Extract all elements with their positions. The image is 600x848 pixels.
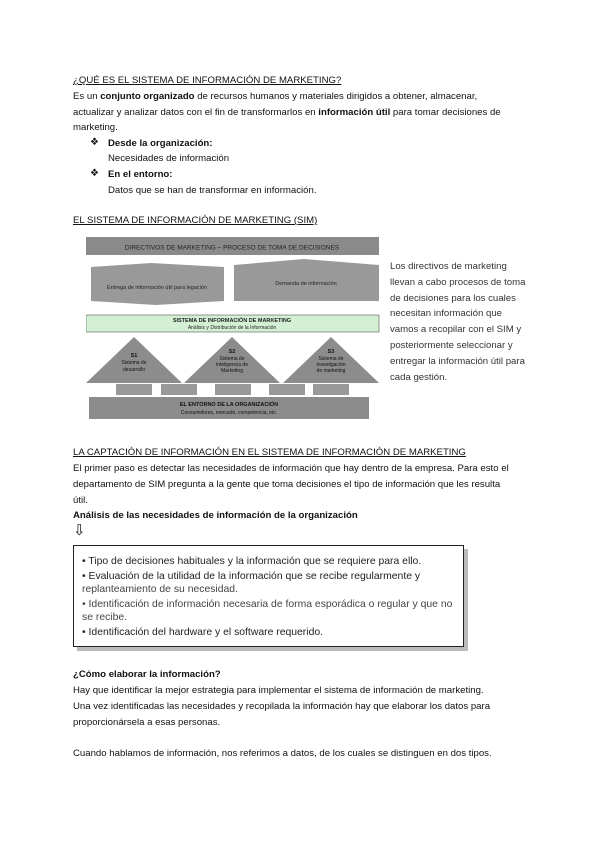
paragraph-line: proporcionársela a esas personas. <box>73 717 221 728</box>
box-line: • Tipo de decisiones habituales y la información que se requiere para ello. <box>82 556 422 567</box>
s2-line: Sistema de <box>219 356 245 362</box>
s1-line: Sistema de <box>121 360 147 366</box>
paragraph-line: Cuando hablamos de información, nos referimos a datos, de los cuales se distinguen en dos tipos. <box>73 748 492 759</box>
connector <box>116 384 152 395</box>
analysis-title: Análisis de las necesidades de información de la organización <box>73 510 358 521</box>
section-heading-sim: EL SISTEMA DE INFORMACIÓN DE MARKETING (SIM) <box>73 215 318 226</box>
left-arrow-shape <box>91 263 224 305</box>
connector <box>269 384 305 395</box>
text: actualizar y analizar datos con el fin de transformarlos en <box>73 107 319 118</box>
top-bar-label: DIRECTIVOS DE MARKETING – PROCESO DE TOMA DE DECISIONES <box>124 244 340 252</box>
connector <box>161 384 197 395</box>
paragraph-line: útil. <box>73 495 88 506</box>
s1-line: desarrollo <box>123 367 145 373</box>
down-arrow-icon: ⇩ <box>73 522 86 539</box>
sim-title: SISTEMA DE INFORMACIÓN DE MARKETING <box>172 318 292 324</box>
question-heading: ¿Cómo elaborar la información? <box>73 669 221 680</box>
box-line: se recibe. <box>82 612 128 623</box>
s3-line: Investigación <box>316 362 346 368</box>
diagram-description: Los directivos de marketing llevan a cabo procesos de toma de decisiones para los cuales necesitan información que vamos a recopilar con el SIM y posteriormente seleccionar y entregar la información útil para cada gestión. <box>390 261 526 383</box>
needs-analysis-box <box>73 545 464 647</box>
bullet-text: Datos que se han de transformar en información. <box>108 185 317 196</box>
paragraph-line <box>73 89 477 105</box>
connector <box>215 384 251 395</box>
section-heading-que-es-sim: ¿QUÉ ES EL SISTEMA DE INFORMACIÓN DE MARKETING? <box>73 75 342 86</box>
box-line: • Identificación del hardware y el software requerido. <box>82 627 324 638</box>
bullet-title: En el entorno: <box>108 169 173 180</box>
text: de recursos humanos y materiales dirigidos a obtener, almacenar, <box>194 91 478 102</box>
s1-label: S1 <box>130 353 138 359</box>
s2-label: S2 <box>228 349 236 355</box>
box-line: • Evaluación de la utilidad de la información que se recibe regularmente y <box>82 571 421 582</box>
paragraph-line: marketing. <box>73 122 118 133</box>
connector <box>313 384 349 395</box>
paragraph-line: Una vez identificadas las necesidades y recopilada la información hay que elaborar los datos para <box>73 701 491 712</box>
s3-line: de marketing <box>316 368 346 374</box>
right-arrow-shape <box>234 259 379 301</box>
s2-line: inteligencia de <box>216 362 248 368</box>
text: Es un <box>73 91 101 102</box>
box-line: replanteamiento de su necesidad. <box>82 584 238 595</box>
left-arrow-label: Entrega de información útil para legación <box>107 285 207 291</box>
bullet-text: Necesidades de información <box>108 153 230 164</box>
diamond-bullet-icon: ❖ <box>90 137 99 148</box>
paragraph-line: El primer paso es detectar las necesidades de información que hay dentro de la empresa. Para esto el <box>73 463 509 474</box>
environment-subtitle: Consumidores, mercado, competencia, etc. <box>180 410 278 416</box>
box-line: • Identificación de información necesaria de forma esporádica o regular y que no <box>82 599 453 610</box>
bold-text: información útil <box>318 107 391 118</box>
bold-text: conjunto organizado <box>100 91 195 102</box>
s2-line: Marketing <box>221 368 243 374</box>
s3-label: S3 <box>327 349 335 355</box>
paragraph-line: Hay que identificar la mejor estrategia para implementar el sistema de información de marketing. <box>73 685 484 696</box>
paragraph-line: departamento de SIM pregunta a la gente que toma decisiones el tipo de información que les resulta <box>73 479 501 490</box>
s3-line: Sistema de <box>318 356 344 362</box>
right-arrow-label: Demanda de información <box>275 281 337 287</box>
diamond-bullet-icon: ❖ <box>90 168 99 179</box>
sim-diagram <box>86 237 380 421</box>
paragraph-line <box>73 105 501 121</box>
text: para tomar decisiones de <box>390 107 501 118</box>
sim-subtitle: Análisis y Distribución de la Información <box>187 325 277 331</box>
environment-title: EL ENTORNO DE LA ORGANIZACIÓN <box>179 402 279 408</box>
section-heading-captacion: LA CAPTACIÓN DE INFORMACIÓN EN EL SISTEMA DE INFORMACIÓN DE MARKETING <box>73 447 466 458</box>
bullet-title: Desde la organización: <box>108 138 213 149</box>
